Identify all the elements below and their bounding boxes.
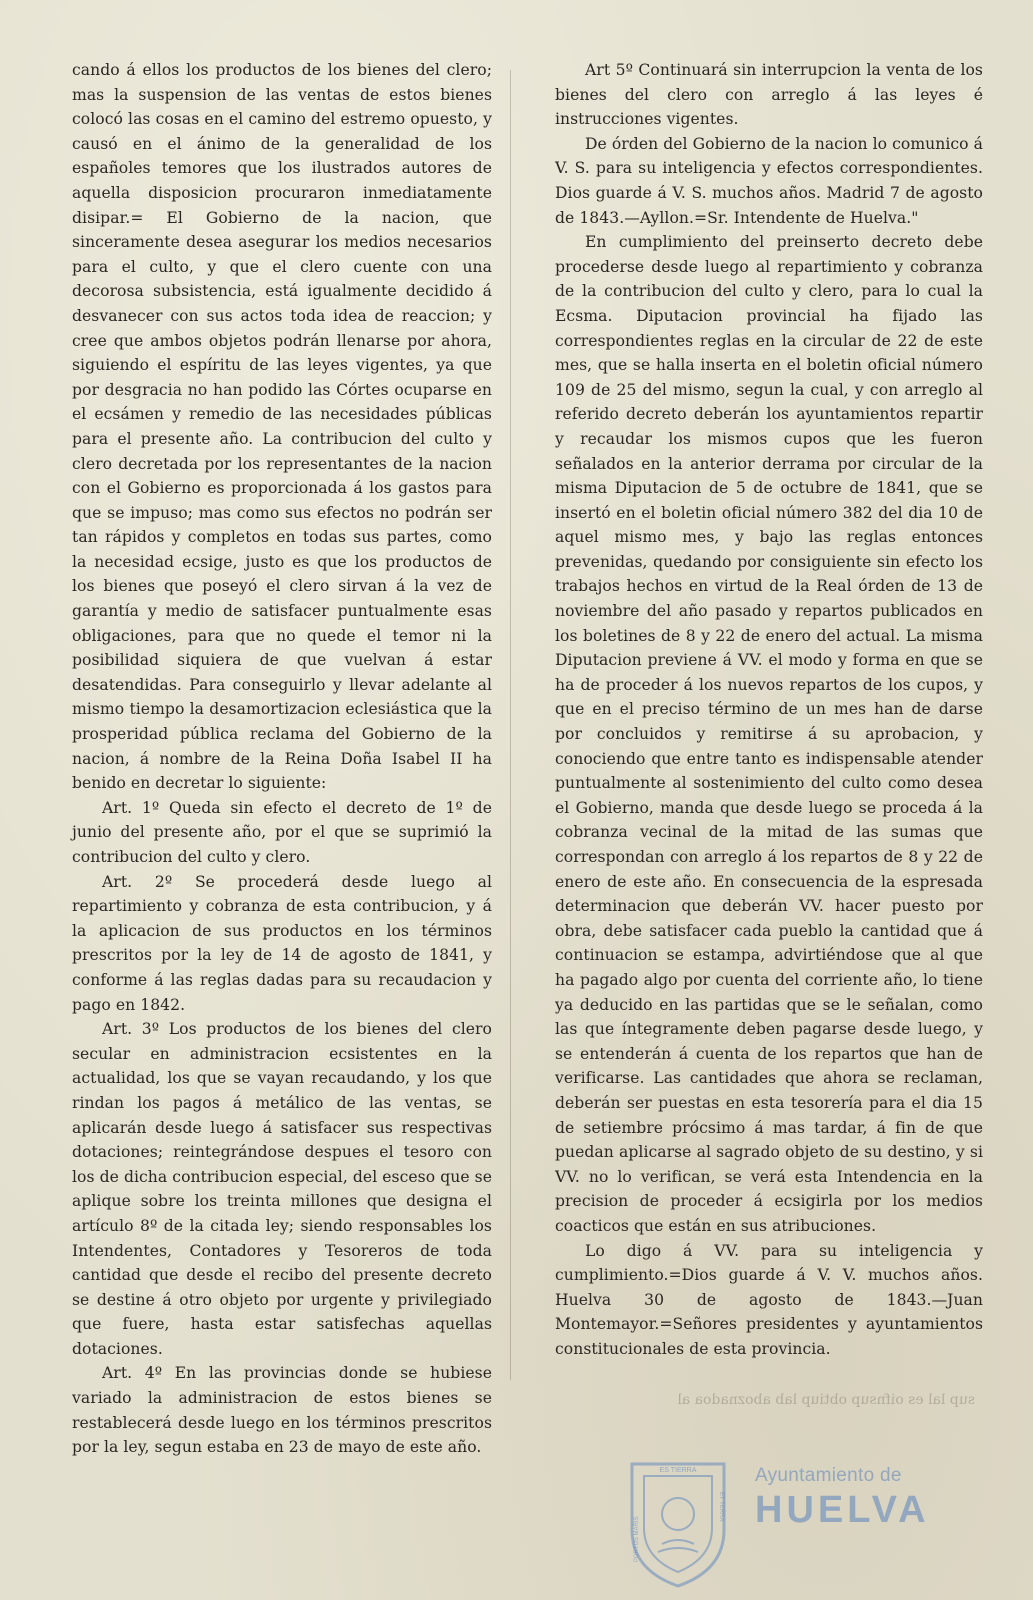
watermark-logo: [755, 1465, 1015, 1532]
column-divider: [510, 70, 511, 1380]
government-order: De órden del Gobierno de la nacion lo comunico á V. S. para su inteligencia y efectos correspondientes. Dios guarde á V. S. muchos años. Madrid 7 de agosto de 1843.—Ayllon.=Sr. Intendente de Huelva.": [555, 134, 983, 227]
article-3: Art. 3º Los productos de los bienes del clero secular en administracion ecsistentes en la actualidad, los que se vayan recaudando, y los que rindan los pagos á metálico de las ventas, se aplicarán desde luego á satisfacer sus respectivas dotaciones; reintegrándose despues el tesoro con los de dicha contribucion especial, del esceso que se aplique sobre los treinta millones que designa el artículo 8º de la citada ley; siendo responsables los Intendentes, Contadores y Tesoreros de toda cantidad que desde el recibo del presente decreto se destine á otro objeto por urgente y privilegiado que fuere, hasta estar satisfechas aquellas dotaciones.: [72, 1020, 492, 1358]
paragraph-preamble: cando á ellos los productos de los bienes del clero; mas la suspension de las ventas de estos bienes colocó las cosas en el camino del estremo opuesto, y causó en el ánimo de la generalidad de los españoles temores que los ilustrados autores de aquella disposicion procuraron inmediatamente disipar.= El Gobierno de la nacion, que sinceramente desea asegurar los medios necesarios para el culto, y que el clero cuente con una decorosa subsistencia, está igualmente decidido á desvanecer con sus actos toda idea de reaccion; y cree que ambos objetos podrán llenarse por ahora, siguiendo el espíritu de las leyes vigentes, ya que por desgracia no han podido las Córtes ocuparse en el ecsámen y remedio de las necesidades públicas para el presente año. La contribucion del culto y clero decretada por los representantes de la nacion con el Gobierno es proporcionada á los gastos para que se impuso; mas como sus efectos no podrán ser tan rápidos y completos en todas sus partes, como la necesidad ecsige, justo es que los productos de los bienes que poseyó el clero sirvan á la vez de garantía y medio de satisfacer puntualmente esas obligaciones, para que no quede el temor ni la posibilidad siquiera de que vuelvan á estar desatendidas. Para conseguirlo y llevar adelante al mismo tiempo la desamortizacion eclesiástica que la prosperidad pública reclama del Gobierno de la nacion, á nombre de la Reina Doña Isabel II ha benido en decretar lo siguiente:: [72, 61, 492, 793]
huelva-coat-of-arms-icon: [618, 1452, 738, 1592]
article-2: Art. 2º Se procederá desde luego al repartimiento y cobranza de esta contribucion, y á la aplicacion de sus productos en los términos prescritos por la ley de 14 de agosto de 1841, y conforme á las reglas dadas para su recaudacion y pago en 1842.: [72, 872, 492, 1014]
article-4: Art. 4º En las provincias donde se hubiese variado la administracion de estos bienes se restablecerá desde luego en los términos prescritos por la ley, segun estaba en 23 de mayo de este año.: [72, 1364, 492, 1457]
stamp-side-right: ET TERRA: [718, 1492, 724, 1522]
stamp-shield-text: ES TIERRA: [659, 1467, 697, 1474]
intendencia-instructions: En cumplimiento del preinserto decreto debe procederse desde luego al repartimiento y cobranza de la contribucion del culto y clero, para lo cual la Ecsma. Diputacion provincial ha fijado las correspondientes reglas en la circular de 22 de este mes, que se halla inserta en el boletin oficial número 109 de 25 del mismo, segun la cual, y con arreglo al referido decreto deberán los ayuntamientos repartir y recaudar los mismos cupos que les fueron señalados en la anterior derrama por circular de la misma Diputacion de 5 de octubre de 1841, que se insertó en el boletin oficial número 382 del dia 10 de aquel mismo mes, y bajo las reglas entonces prevenidas, quedando por consiguiente sin efecto los trabajos hechos en virtud de la Real órden de 13 de noviembre del año pasado y repartos publicados en los boletines de 8 y 22 de enero del actual. La misma Diputacion previene á VV. el modo y forma en que se ha de proceder á los nuevos repartos de los cupos, y que en el preciso término de un mes han de darse por concluidos y remitirse á su aprobacion, y conociendo que entre tanto es indispensable atender puntualmente al sostenimiento del culto como desea el Gobierno, manda que desde luego se proceda á la cobranza vecinal de la mitad de las sumas que correspondan con arreglo á los repartos de 8 y 22 de enero de este año. En consecuencia de la espresada determinacion que deberán VV. hacer puesto por obra, debe satisfacer cada pueblo la cantidad que á continuacion se estampa, advirtiéndose que al que ha pagado algo por cuenta del corriente año, lo tiene ya deducido en las partidas que se le señalan, como las que íntegramente deben pagarse desde luego, y se entenderán á cuenta de los repartos que han de verificarse. Las cantidades que ahora se reclaman, deberán ser puestas en esta tesorería para el dia 15 de setiembre prócsimo á mas tardar, á fin de que puedan aplicarse al sagrado objeto de su destino, y si VV. no lo verifican, se verá esta Intendencia en la precision de proceder á ecsigirla por los medios coacticos que están en sus atribuciones.: [555, 233, 983, 1235]
article-5: Art 5º Continuará sin interrupcion la venta de los bienes del clero con arreglo á las leyes é instrucciones vigentes.: [555, 61, 983, 129]
left-column: [72, 58, 492, 1460]
bleed-through-text: sup lal es oifnsup obtiup lab aboznadoa al: [677, 1392, 975, 1408]
watermark-line-2: HUELVA: [755, 1489, 930, 1531]
right-column: [555, 58, 983, 1361]
watermark-line-1: Ayuntamiento de: [755, 1465, 902, 1486]
closing-signature: Lo digo á VV. para su inteligencia y cumplimiento.=Dios guarde á V. V. muchos años. Huelva 30 de agosto de 1843.—Juan Montemayor.=Señores presidentes y ayuntamientos constitucionales de esta provincia.: [555, 1241, 983, 1358]
stamp-side-left: PORTUS MARIS: [634, 1516, 640, 1562]
article-1: Art. 1º Queda sin efecto el decreto de 1º de junio del presente año, por el que se suprimió la contribucion del culto y clero.: [72, 798, 492, 866]
